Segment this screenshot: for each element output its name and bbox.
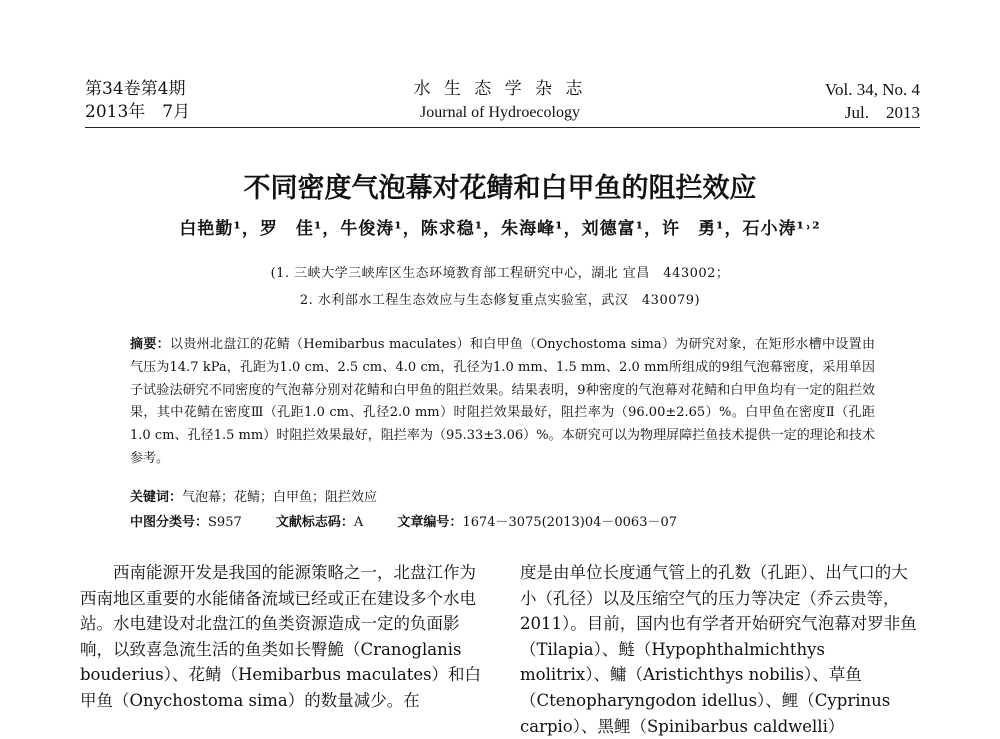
body-column-right	[520, 560, 920, 739]
volume-header	[825, 78, 920, 124]
volume-date: Jul. 2013	[844, 103, 920, 122]
doc-code-value: A	[353, 515, 364, 530]
journal-name-en: Journal of Hydroecology	[420, 104, 580, 121]
keywords-text: 气泡幕；花鲭；白甲鱼；阻拦效应	[182, 490, 378, 505]
abstract-text: 以贵州北盘江的花鲭（Hemibarbus maculates）和白甲鱼（Onychostoma sima）为研究对象，在矩形水槽中设置由气压为14.7 kPa，孔距为1.0 cm、2.5 cm、4.0 cm，孔径为1.0 mm、1.5 mm、2.0 mm所组成的9组气泡幕密度，采用单因子试验法研究不同密度的气泡幕分别对花鲭和白甲鱼的阻拦效果。结果表明，9种密度的气泡幕对花鲭和白甲鱼均有一定的阻拦效果，其中花鲭在密度Ⅲ（孔距1.0 cm、孔径2.0 mm）时阻拦效果最好，阻拦率为（96.00±2.65）%。白甲鱼在密度Ⅱ（孔距1.0 cm、孔径1.5 mm）时阻拦效果最好，阻拦率为（95.33±3.06）%。本研究可以为物理屏障拦鱼技术提供一定的理论和技术参考。	[130, 337, 875, 466]
affiliation-1: (1. 三峡大学三峡库区生态环境教育部工程研究中心，湖北 宜昌 443002；	[270, 266, 730, 281]
abstract	[130, 334, 875, 471]
paper-title: 不同密度气泡幕对花鲭和白甲鱼的阻拦效应	[243, 173, 757, 204]
volume-number: Vol. 34, No. 4	[824, 80, 920, 99]
body-paragraph-left: 西南能源开发是我国的能源策略之一，北盘江作为西南地区重要的水能储备流域已经或正在建设多个水电站。水电建设对北盘江的鱼类资源造成一定的负面影响，以致喜急流生活的鱼类如长臀鮠（Cranoglanis bouderius）、花鲭（Hemibarbus maculates）和白甲鱼（Onychostoma sima）的数量减少。在	[80, 563, 482, 710]
abstract-label: 摘要：	[130, 337, 171, 352]
keywords-label: 关键词：	[130, 490, 183, 505]
affiliation-2: 2. 水利部水工程生态效应与生态修复重点实验室，武汉 430079)	[299, 293, 701, 308]
header-rule	[85, 127, 920, 128]
classification-line	[130, 511, 707, 530]
doc-code-label: 文献标志码：	[275, 515, 354, 530]
body-column-left	[80, 560, 490, 714]
article-number-value: 1674－3075(2013)04－0063－07	[462, 515, 678, 530]
body-paragraph-right: 度是由单位长度通气管上的孔数（孔距）、出气口的大小（孔径）以及压缩空气的压力等决定（乔云贵等，2011）。目前，国内也有学者开始研究气泡幕对罗非鱼（Tilapia）、鲢（Hypophthalmichthys molitrix）、鳙（Aristichthys nobilis）、草鱼（Ctenopharyngodon idellus）、鲤（Cyprinus carpio）、黑鲤（Spinibarbus caldwelli）	[520, 563, 917, 736]
journal-name-header	[400, 78, 600, 124]
journal-issue-header	[85, 78, 190, 124]
issue-number: 第34卷第4期	[85, 79, 186, 99]
keywords	[130, 486, 377, 505]
journal-name-cn: 水 生 态 学 杂 志	[413, 79, 587, 99]
clc-value: S957	[208, 515, 242, 530]
author-list: 白艳勤¹，罗 佳¹，牛俊涛¹，陈求稳¹，朱海峰¹，刘德富¹，许 勇¹，石小涛¹˒²	[179, 219, 821, 239]
clc-label: 中图分类号：	[130, 515, 209, 530]
issue-date: 2013年 7月	[85, 102, 191, 122]
article-number-label: 文章编号：	[397, 515, 463, 530]
